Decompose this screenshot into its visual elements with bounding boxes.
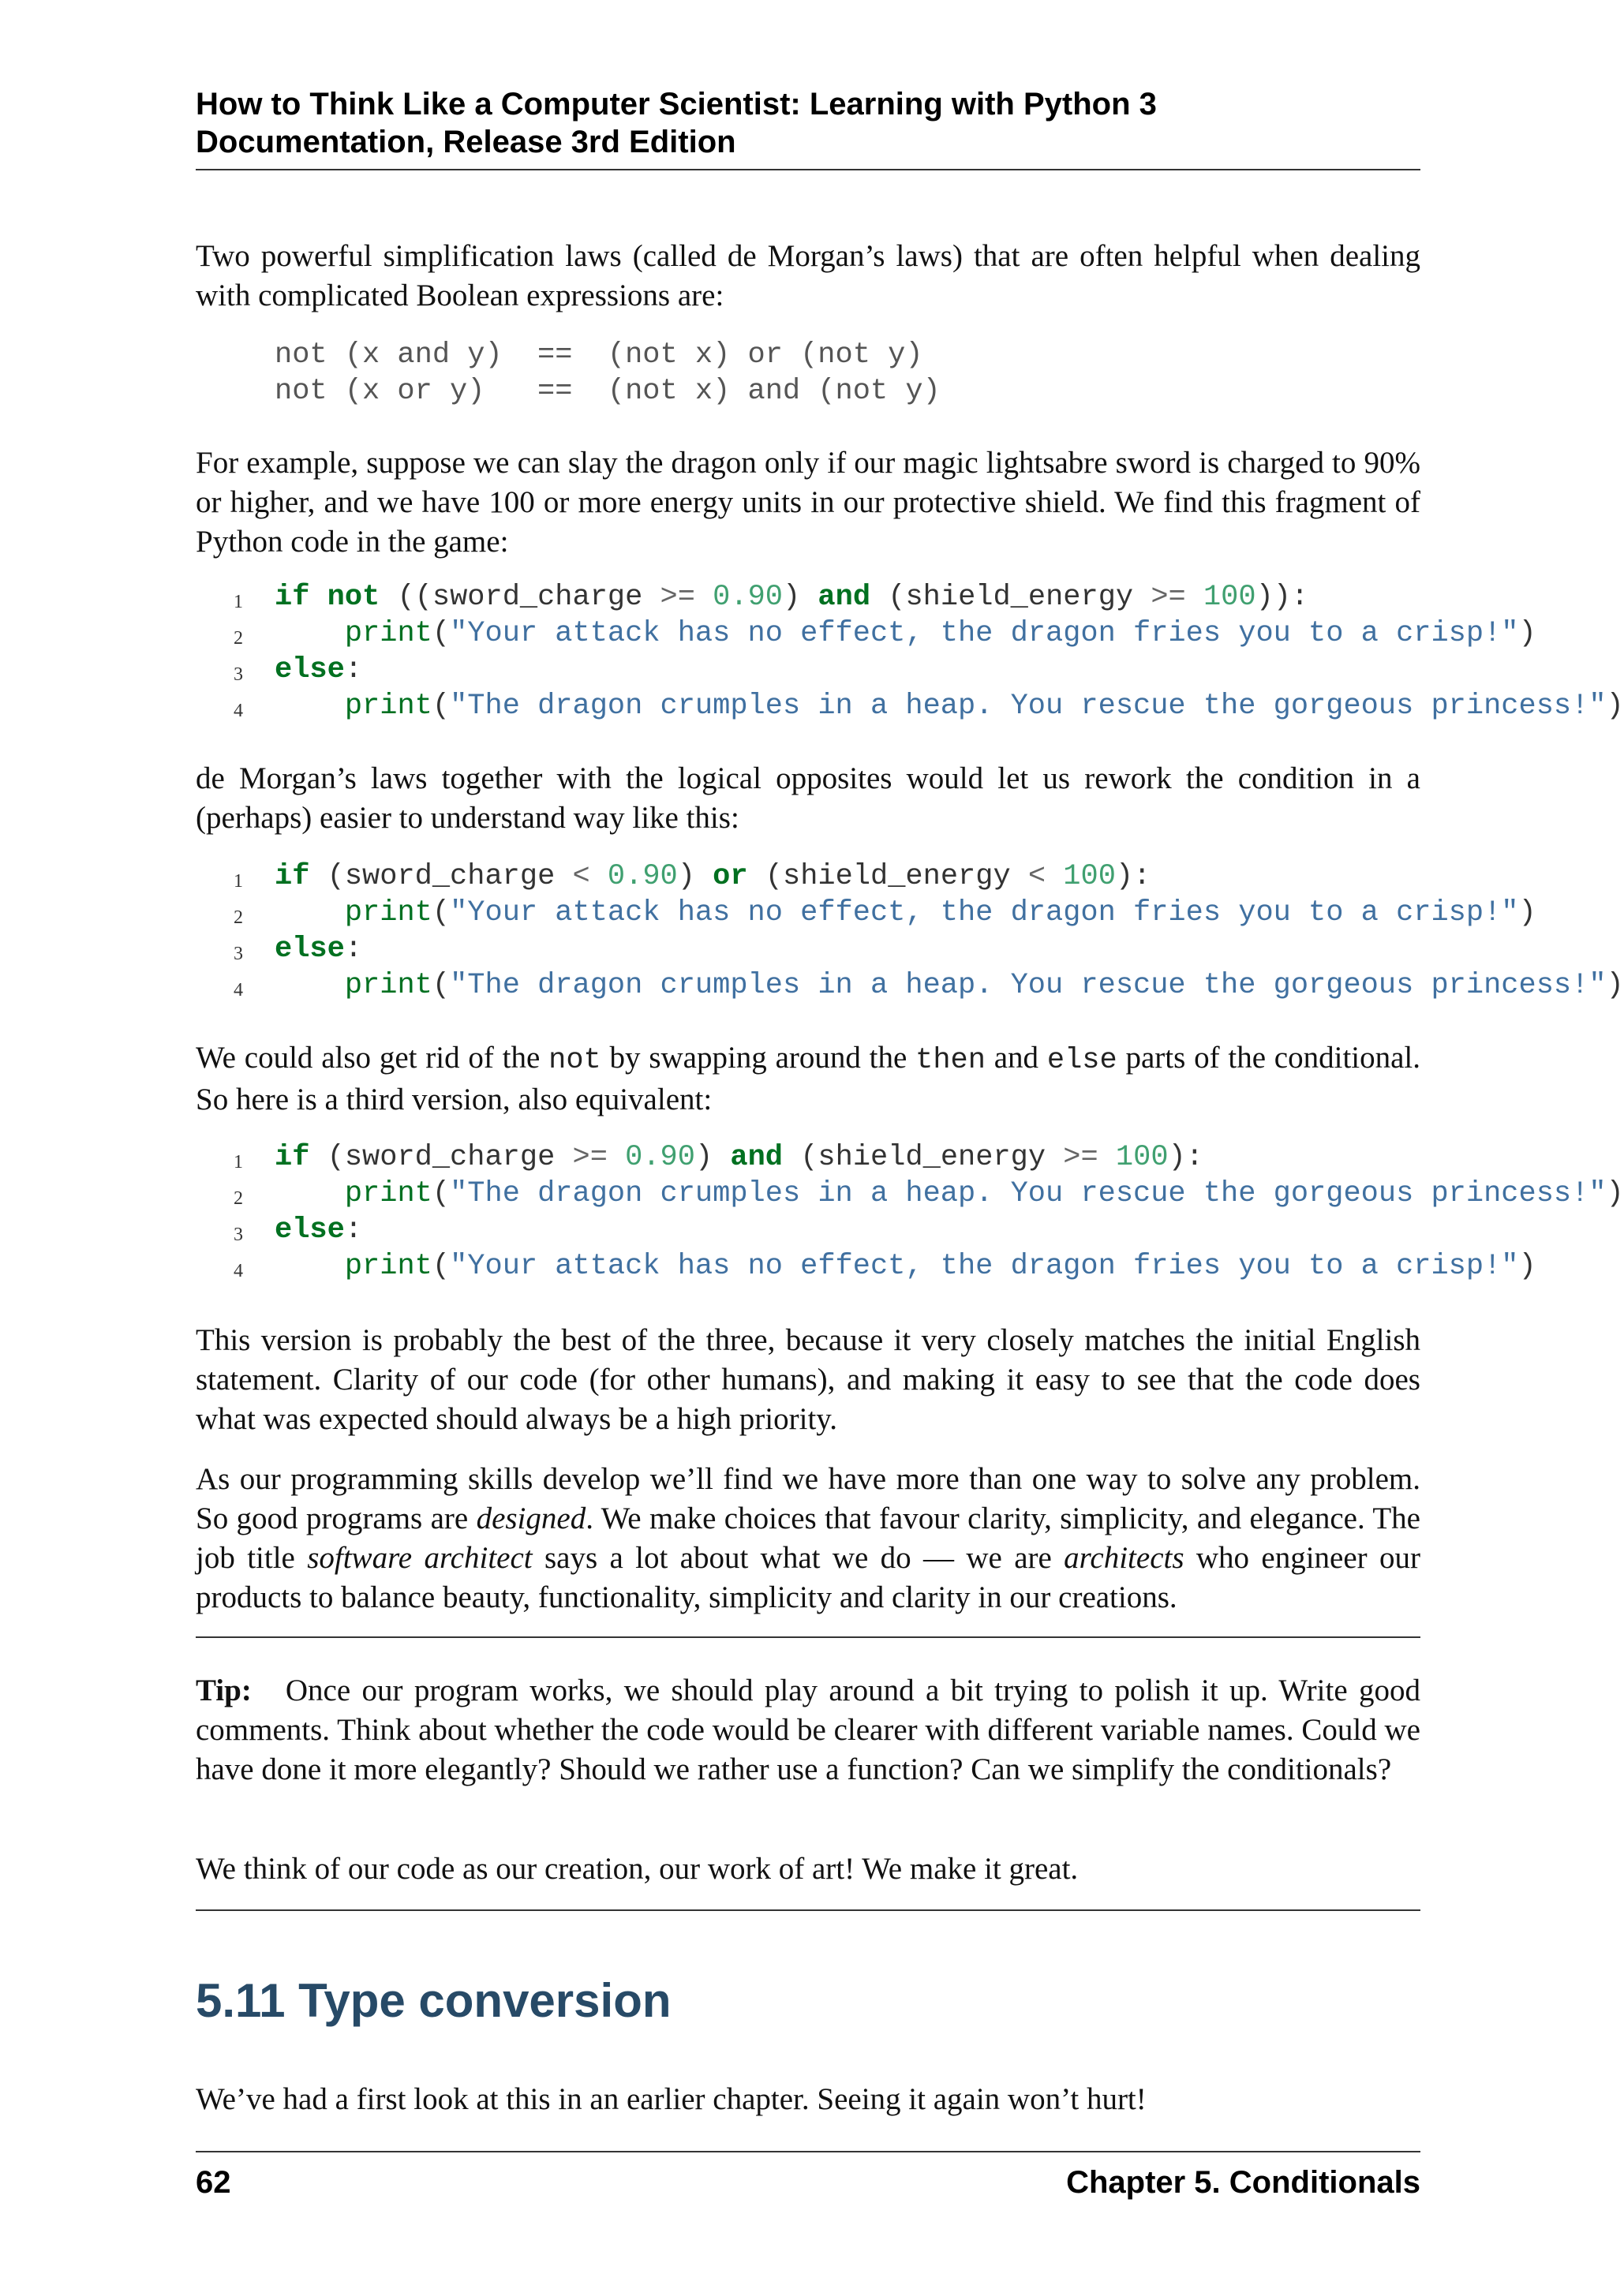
line-number: 4 [234,980,243,1000]
code-line [196,1248,1616,1285]
tip-text: Once our program works, we should play around a bit trying to polish it up. Write good comments. Think about whether the code would be clearer with different variable names. Could we have done it more elegantly? Should we rather use a function? Can we simplify the conditionals? [196,1674,1420,1786]
demorgan-law-2: not (x or y) == (not x) and (not y) [275,375,941,408]
code-token: (sword_charge [309,860,573,893]
code-token: 0.90 [607,860,678,893]
paragraph-demorgan-intro: Two powerful simplification laws (called de Morgan’s laws) that are often helpful when dealing with complicated Boolean expressions are: [196,239,1420,312]
code-token: "The dragon crumples in a heap. You rescue the gorgeous princess!" [450,1177,1607,1210]
code-block-demorgan [196,858,1624,1004]
code-token: ) [677,860,713,893]
code-line [196,652,1616,688]
code-token [590,860,608,893]
code-token: < [572,860,590,893]
code-token: )): [1255,581,1309,614]
code-token: ): [1168,1141,1203,1174]
paragraph-best-version: This version is probably the best of the three, because it very closely matches the initial English statement. Clarity of our code (for other humans), and making it easy to see that the code does what was expected should always be a high priority. [196,1323,1420,1436]
running-header [196,85,1420,161]
code-token: print [344,617,432,650]
code-token: and [730,1141,783,1174]
code-token [275,1250,345,1283]
code-token: print [344,1177,432,1210]
line-number: 1 [234,871,243,892]
code-block-original [196,579,1624,724]
code-token: ( [432,617,451,650]
line-number: 2 [234,1188,243,1209]
code-token [1046,860,1063,893]
code-line [196,967,1624,1004]
code-token: or [713,860,748,893]
code-token: ) [1518,896,1536,929]
code-token: : [344,653,363,686]
code-token [275,1177,345,1210]
code-token: ) [1606,969,1624,1002]
code-token [275,969,345,1002]
code-token: print [344,896,432,929]
tip-closing: We think of our code as our creation, our work of art! We make it great. [196,1852,1079,1886]
code-token: (shield_energy [783,1141,1064,1174]
paragraph-rework: de Morgan’s laws together with the logical opposites would let us rework the condition in a (perhaps) easier to understand way like this: [196,761,1420,835]
code-token: ( [432,969,451,1002]
code-token: if [275,860,310,893]
emphasis-architects: architects [1064,1541,1184,1575]
code-token: ) [783,581,818,614]
text-run: As our programming skills develop we’ll find we have more than one way to solve any problem. So good programs are [196,1462,1420,1535]
code-token: 100 [1115,1141,1169,1174]
paragraph-swap [196,1038,1420,1120]
inline-code-not: not [548,1044,601,1077]
code-line [196,1212,1616,1248]
code-line [196,688,1624,724]
page-number: 62 [196,2165,231,2200]
code-token: ) [1606,690,1624,723]
code-token: if [275,581,310,614]
code-token: ) [1606,1177,1624,1210]
code-token: "The dragon crumples in a heap. You rescue the gorgeous princess!" [450,690,1607,723]
code-token: (shield_energy [747,860,1028,893]
code-token: ) [1518,1250,1536,1283]
code-token [608,1141,625,1174]
tip-top-rule [196,1636,1420,1638]
code-token: print [344,1250,432,1283]
tip-box [196,1671,1420,1789]
section-intro: We’ve had a first look at this in an earlier chapter. Seeing it again won’t hurt! [196,2082,1147,2116]
code-token [275,617,345,650]
code-token: >= [1151,581,1186,614]
demorgan-laws-snippet [275,337,941,410]
line-number: 1 [234,592,243,612]
header-rule [196,169,1420,170]
code-token: (sword_charge [309,1141,573,1174]
code-line [196,615,1616,652]
line-number: 4 [234,1261,243,1281]
inline-code-else: else [1046,1044,1117,1077]
code-token: "Your attack has no effect, the dragon fries you to a crisp!" [450,617,1519,650]
code-token: if [275,1141,310,1174]
code-token [695,581,713,614]
code-token: else [275,1214,345,1247]
line-number: 3 [234,944,243,964]
code-token: ): [1115,860,1151,893]
code-line [196,858,1616,895]
code-token: not [327,581,380,614]
inline-code-then: then [915,1044,986,1077]
demorgan-law-1: not (x and y) == (not x) or (not y) [275,338,923,372]
code-token: ) [694,1141,731,1174]
code-line [196,931,1616,967]
text-run: . We make choices that favour clarity, simplicity, and elegance. The job title [196,1502,1420,1575]
code-token: print [344,969,432,1002]
code-token: >= [1063,1141,1098,1174]
code-token: "The dragon crumples in a heap. You rescue the gorgeous princess!" [450,969,1607,1002]
line-number: 3 [234,1225,243,1245]
code-token: : [344,933,363,966]
code-token: "Your attack has no effect, the dragon fries you to a crisp!" [450,1250,1519,1283]
header-title-line1: How to Think Like a Computer Scientist: Learning with Python 3 [196,87,1157,122]
footer-chapter: Chapter 5. Conditionals [1066,2165,1420,2200]
code-token: 100 [1063,860,1116,893]
code-token: ((sword_charge [380,581,660,614]
code-token: >= [660,581,695,614]
code-token: else [275,933,345,966]
code-token: print [344,690,432,723]
code-line [196,579,1616,615]
code-token [275,690,345,723]
code-token [1098,1141,1116,1174]
header-title-line2: Documentation, Release 3rd Edition [196,125,736,159]
paragraph-design [196,1460,1420,1617]
footer-rule [196,2151,1420,2152]
line-number: 4 [234,701,243,721]
code-token: ( [432,1250,451,1283]
emphasis-software-architect: software architect [307,1541,533,1575]
line-number: 1 [234,1152,243,1172]
text-run: We could also get rid of the [196,1041,549,1075]
code-token: ( [432,896,451,929]
code-token: (shield_energy [870,581,1151,614]
code-token [1186,581,1203,614]
text-run: who engineer our products to balance beauty, functionality, simplicity and clarity in our creations. [196,1541,1420,1614]
code-token: : [344,1214,363,1247]
code-token [275,896,345,929]
code-token: ) [1518,617,1536,650]
tip-label: Tip: [196,1674,252,1707]
code-token: "Your attack has no effect, the dragon fries you to a crisp!" [450,896,1519,929]
code-token: 100 [1203,581,1256,614]
code-token: else [275,653,345,686]
code-token: ( [432,1177,451,1210]
line-number: 3 [234,664,243,685]
text-run: says a lot about what we do — we are [532,1541,1065,1575]
code-token: 0.90 [625,1141,695,1174]
section-heading: 5.11 Type conversion [196,1974,672,2027]
emphasis-designed: designed [476,1502,586,1535]
code-token: and [818,581,871,614]
line-number: 2 [234,628,243,649]
code-block-third-version [196,1139,1624,1285]
code-token: >= [572,1141,608,1174]
code-line [196,1139,1616,1176]
tip-bottom-rule [196,1909,1420,1911]
code-token: ( [432,690,451,723]
code-token: 0.90 [713,581,783,614]
code-token: < [1027,860,1046,893]
text-run: parts of the conditional. So here is a third version, also equivalent: [196,1041,1421,1116]
line-number: 2 [234,907,243,928]
code-line [196,1176,1624,1212]
text-run: by swapping around the [601,1041,916,1075]
code-line [196,895,1616,931]
paragraph-example: For example, suppose we can slay the dragon only if our magic lightsabre sword is charged to 90% or higher, and we have 100 or more energy units in our protective shield. We find this fragment of Python code in the game: [196,446,1420,559]
text-run: and [985,1041,1047,1075]
